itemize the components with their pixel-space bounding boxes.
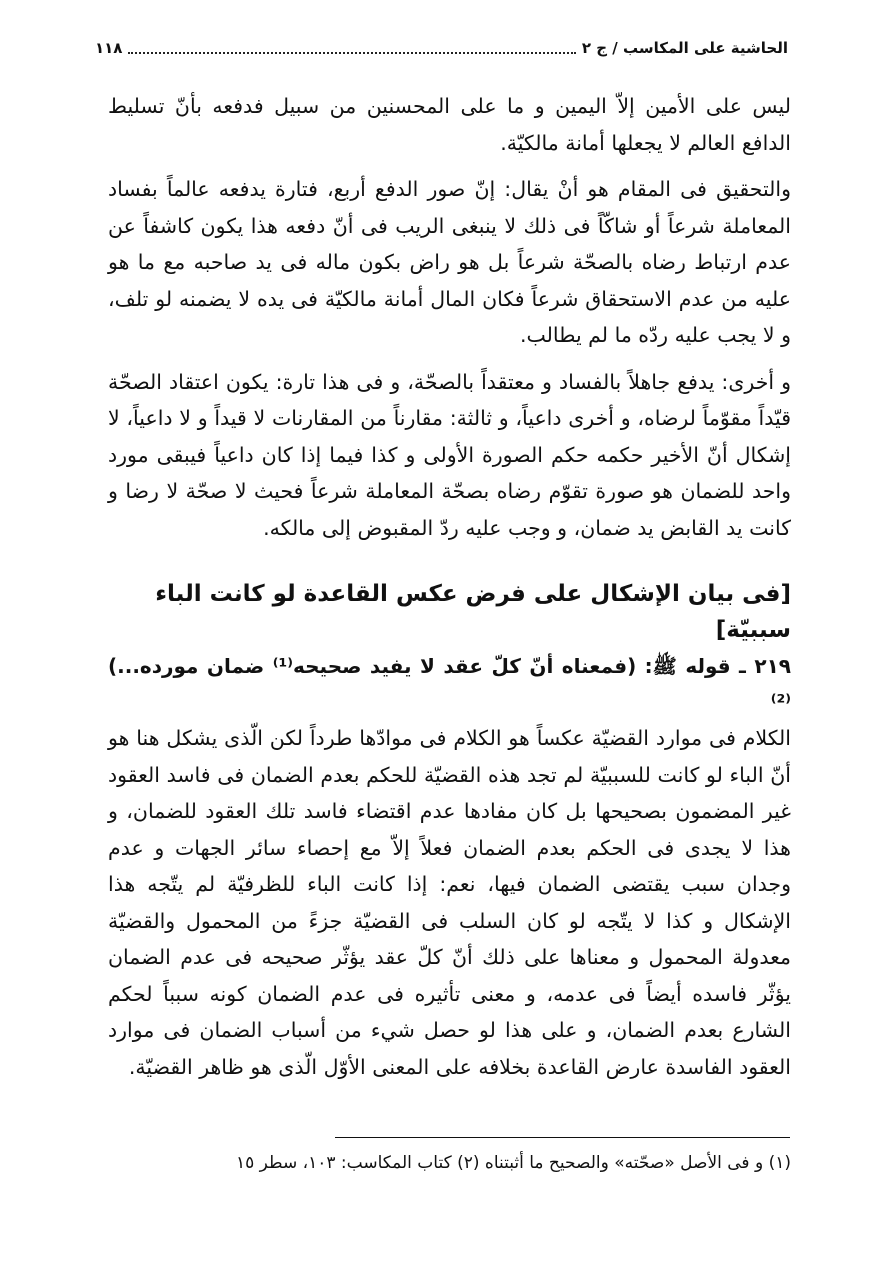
running-title: الحاشية على المكاسب / ج ٢ (581, 39, 788, 57)
footnote-divider (335, 1137, 790, 1138)
paragraph: و أخرى: يدفع جاهلاً بالفساد و معتقداً بالصحّة، و فى هذا تارة: يكون اعتقاد الصحّة قيّداً مقوّماً لرضاه، و أخرى داعياً، و ثالثة: مقارناً من المقارنات لا قيداً و لا داعياً، لا إشكال أنّ الأخير حكمه حكم الصورة الأولى و كذا فيما إذا كان داعياً فيبقى مورد واحد للضمان هو صورة تقوّم رضاه بصحّة المعاملة شرعاً فحيث لا صحّة لا رضا و كانت يد القابض يد ضمان، و وجب عليه ردّ المقبوض إلى مالكه. (108, 369, 791, 540)
page-number: ١١٨ (95, 39, 123, 57)
section-heading: [فى بيان الإشكال على فرض عكس القاعدة لو كانت الباء سببيّة] (155, 581, 791, 643)
paragraph: الكلام فى موارد القضيّة عكساً هو الكلام فى موادّها طرداً لكن الّذى يشكل هنا هو أنّ الباء لو كانت للسببيّة لم تجد هذه القضيّة للحكم بعدم الضمان فى فاسد العقود غير المضمون بصحيحها بل كان مفادها عدم اقتضاء فاسد تلك العقود للضمان، و هذا لا يجدى فى الحكم بعدم الضمان فعلاً إلاّ مع إحصاء سائر الجهات و عدم وجدان سبب يقتضى الضمان فيها، نعم: إذا كانت الباء للظرفيّة لم يتّجه هذا الإشكال و كذا لا يتّجه لو كان السلب فى القضيّة جزءً من المحمول والقضيّة معدولة المحمول و معناها على ذلك أنّ كلّ عقد يؤثّر صحيحه فى عدم الضمان يؤثّر فاسده أيضاً فى عدمه، و معنى تأثيره فى عدم الضمان كونه سبباً لحكم الشارع بعدم الضمان، و على هذا لو حصل شيء من أسباب الضمان فى موارد العقود الفاسدة عارض القاعدة بخلافه على المعنى الأوّل الّذى هو ظاهر القضيّة. (108, 726, 791, 1079)
paragraph: ليس على الأمين إلاّ اليمين و ما على المحسنين من سبيل فدفعه بأنّ تسليط الدافع العالم لا يجعلها أمانة مالكيّة. (108, 94, 791, 155)
item-heading: ٢١٩ ـ قوله ﷺ: (فمعناه أنّ كلّ عقد لا يفيد صحيحه⁽¹⁾ ضمان مورده...)⁽²⁾ (108, 654, 791, 714)
paragraph: والتحقيق فى المقام هو أنْ يقال: إنّ صور الدفع أربع، فتارة يدفعه عالماً بفساد المعاملة شرعاً أو شاكّاً فى ذلك لا ينبغى الريب فى أنّ دفعه هذا يكون كاشفاً عن عدم ارتباط رضاه بالصحّة شرعاً بل هو راض بكون ماله فى يد صاحبه مع ما هو عليه من عدم الاستحقاق شرعاً فكان المال أمانة مالكيّة فى يده لا يضمنه لو تلف، و لا يجب عليه ردّه ما لم يطالب. (108, 177, 791, 347)
page-header (95, 34, 788, 62)
footnote: (١) و فى الأصل «صحّته» والصحيح ما أثبتناه (٢) كتاب المكاسب: ١٠٣، سطر ١٥ (235, 1153, 791, 1173)
main-text (108, 88, 791, 1095)
header-leader-dots (128, 42, 575, 54)
